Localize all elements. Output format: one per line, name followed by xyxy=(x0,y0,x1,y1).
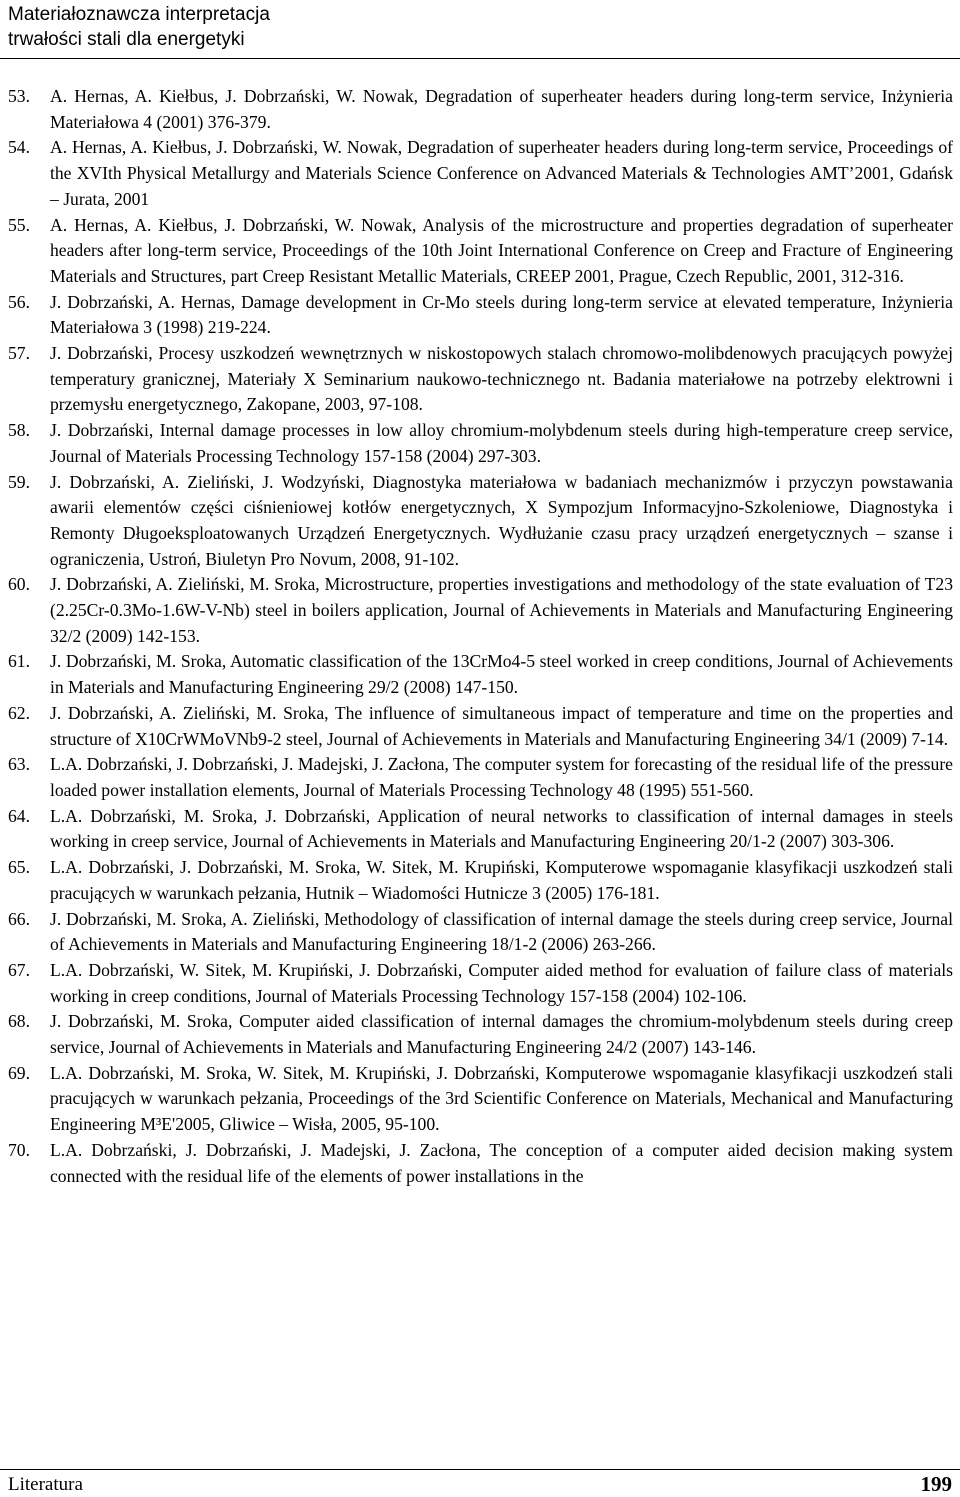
footer-divider xyxy=(0,1469,960,1470)
reference-number: 55. xyxy=(8,214,30,235)
reference-text: J. Dobrzański, A. Zieliński, M. Sroka, The influence of simultaneous impact of temperature and time on the properties and structure of X10CrWMoVNb9-2 steel, Journal of Achievements in Materials and Manufacturing Engineering 34/1 (2009) 7-14. xyxy=(50,702,953,749)
reference-item xyxy=(0,649,960,700)
reference-item xyxy=(0,84,960,135)
reference-number: 67. xyxy=(8,959,30,980)
reference-number: 70. xyxy=(8,1139,30,1160)
reference-number: 66. xyxy=(8,908,30,929)
reference-text: L.A. Dobrzański, M. Sroka, J. Dobrzański, Application of neural networks to classification of internal damages in steels working in creep service, Journal of Achievements in Materials and Manufacturing Engineering 20/1-2 (2007) 303-306. xyxy=(50,805,953,852)
reference-text: J. Dobrzański, A. Hernas, Damage development in Cr-Mo steels during long-term service at elevated temperature, Inżynieria Materiałowa 3 (1998) 219-224. xyxy=(50,291,953,338)
reference-text: J. Dobrzański, Procesy uszkodzeń wewnętrznych w niskostopowych stalach chromowo-molibdenowych pracujących powyżej temperatury granicznej, Materiały X Seminarium naukowo-technicznego nt. Badania materiałowe na potrzeby elektrowni i przemysłu energetycznego, Zakopane, 2003, 97-108. xyxy=(50,343,953,415)
reference-text: J. Dobrzański, M. Sroka, A. Zieliński, Methodology of classification of internal damage the steels during creep service, Journal of Achievements in Materials and Manufacturing Engineering 18/1-2 (2006) 263-266. xyxy=(50,908,953,955)
header-divider xyxy=(0,58,960,59)
reference-text: J. Dobrzański, M. Sroka, Automatic classification of the 13CrMo4-5 steel worked in creep conditions, Journal of Achievements in Materials and Manufacturing Engineering 29/2 (2008) 147-150. xyxy=(50,651,953,698)
reference-item xyxy=(0,418,960,469)
reference-text: L.A. Dobrzański, M. Sroka, W. Sitek, M. Krupiński, J. Dobrzański, Komputerowe wspomaganie klasyfikacji uszkodzeń stali pracujących w warunkach pełzania, Proceedings of the 3rd Scientific Conference on Materials, Mechanical and Manufacturing Engineering M³E'2005, Gliwice – Wisła, 2005, 95-100. xyxy=(50,1062,953,1135)
reference-text: A. Hernas, A. Kiełbus, J. Dobrzański, W. Nowak, Degradation of superheater headers during long-term service, Proceedings of the XVIth Physical Metallurgy and Materials Science Conference on Advanced Materials & Technologies AMT’2001, Gdańsk – Jurata, 2001 xyxy=(50,137,953,209)
reference-text: A. Hernas, A. Kiełbus, J. Dobrzański, W. Nowak, Degradation of superheater headers during long-term service, Inżynieria Materiałowa 4 (2001) 376-379. xyxy=(50,86,953,132)
reference-list xyxy=(0,84,960,1189)
reference-number: 63. xyxy=(8,754,30,775)
reference-item xyxy=(0,907,960,958)
reference-number: 69. xyxy=(8,1062,30,1083)
reference-text: A. Hernas, A. Kiełbus, J. Dobrzański, W. Nowak, Analysis of the microstructure and properties degradation of superheater headers after long-term service, Proceedings of the 10th Joint International Conference on Creep and Fracture of Engineering Materials and Structures, part Creep Resistant Metallic Materials, CREEP 2001, Prague, Czech Republic, 2001, 312-316. xyxy=(50,214,953,286)
reference-text: L.A. Dobrzański, J. Dobrzański, J. Madejski, J. Zacłona, The conception of a computer aided decision making system connected with the residual life of the elements of power installations in the xyxy=(50,1139,953,1186)
reference-item xyxy=(0,213,960,290)
reference-number: 65. xyxy=(8,857,30,878)
reference-item xyxy=(0,701,960,752)
reference-number: 53. xyxy=(8,86,30,106)
reference-text: J. Dobrzański, A. Zieliński, M. Sroka, Microstructure, properties investigations and methodology of the state evaluation of T23 (2.25Cr-0.3Mo-1.6W-V-Nb) steel in boilers application, Journal of Achievements in Materials and Manufacturing Engineering 32/2 (2009) 142-153. xyxy=(50,574,953,646)
reference-number: 61. xyxy=(8,651,30,672)
reference-item xyxy=(0,572,960,649)
reference-item xyxy=(0,1061,960,1138)
reference-item xyxy=(0,135,960,212)
reference-text: J. Dobrzański, Internal damage processes in low alloy chromium-molybdenum steels during high-temperature creep service, Journal of Materials Processing Technology 157-158 (2004) 297-303. xyxy=(50,420,953,466)
reference-text: L.A. Dobrzański, J. Dobrzański, J. Madejski, J. Zacłona, The computer system for forecasting of the residual life of the pressure loaded power installation elements, Journal of Materials Processing Technology 48 (1995) 551-560. xyxy=(50,754,953,800)
reference-number: 59. xyxy=(8,471,30,492)
footer-section-title: Literatura xyxy=(8,1474,83,1495)
reference-number: 57. xyxy=(8,343,30,364)
running-header-line-1: Materiałoznawcza interpretacja xyxy=(8,4,270,25)
reference-item xyxy=(0,290,960,341)
running-header xyxy=(8,2,270,52)
reference-number: 56. xyxy=(8,291,30,312)
reference-item xyxy=(0,470,960,573)
reference-number: 64. xyxy=(8,805,30,826)
reference-number: 62. xyxy=(8,702,30,723)
reference-item xyxy=(0,958,960,1009)
reference-item xyxy=(0,855,960,906)
reference-number: 68. xyxy=(8,1011,30,1032)
page-number: 199 xyxy=(920,1472,952,1496)
reference-item xyxy=(0,1009,960,1060)
reference-text: L.A. Dobrzański, J. Dobrzański, M. Sroka, W. Sitek, M. Krupiński, Komputerowe wspomaganie klasyfikacji uszkodzeń stali pracujących w warunkach pełzania, Hutnik – Wiadomości Hutnicze 3 (2005) 176-181. xyxy=(50,857,953,903)
reference-item xyxy=(0,804,960,855)
reference-number: 58. xyxy=(8,420,30,441)
reference-text: J. Dobrzański, M. Sroka, Computer aided classification of internal damages the chromium-molybdenum steels during creep service, Journal of Achievements in Materials and Manufacturing Engineering 24/2 (2007) 143-146. xyxy=(50,1011,953,1058)
reference-item xyxy=(0,752,960,803)
reference-number: 54. xyxy=(8,137,30,158)
reference-text: J. Dobrzański, A. Zieliński, J. Wodzyński, Diagnostyka materiałowa w badaniach mechanizmów i przyczyn powstawania awarii elementów części ciśnieniowej kotłów energetycznych, X Sympozjum Informacyjno-Szkoleniowe, Diagnostyka i Remonty Długoeksploatowanych Urządzeń Energetycznych. Wydłużanie czasu pracy urządzeń energetycznych – szanse i ograniczenia, Ustroń, Biuletyn Pro Novum, 2008, 91-102. xyxy=(50,471,953,569)
reference-item xyxy=(0,1138,960,1189)
reference-item xyxy=(0,341,960,418)
reference-text: L.A. Dobrzański, W. Sitek, M. Krupiński, J. Dobrzański, Computer aided method for evaluation of failure class of materials working in creep conditions, Journal of Materials Processing Technology 157-158 (2004) 102-106. xyxy=(50,959,953,1006)
reference-number: 60. xyxy=(8,574,30,595)
running-header-line-2: trwałości stali dla energetyki xyxy=(8,29,245,50)
